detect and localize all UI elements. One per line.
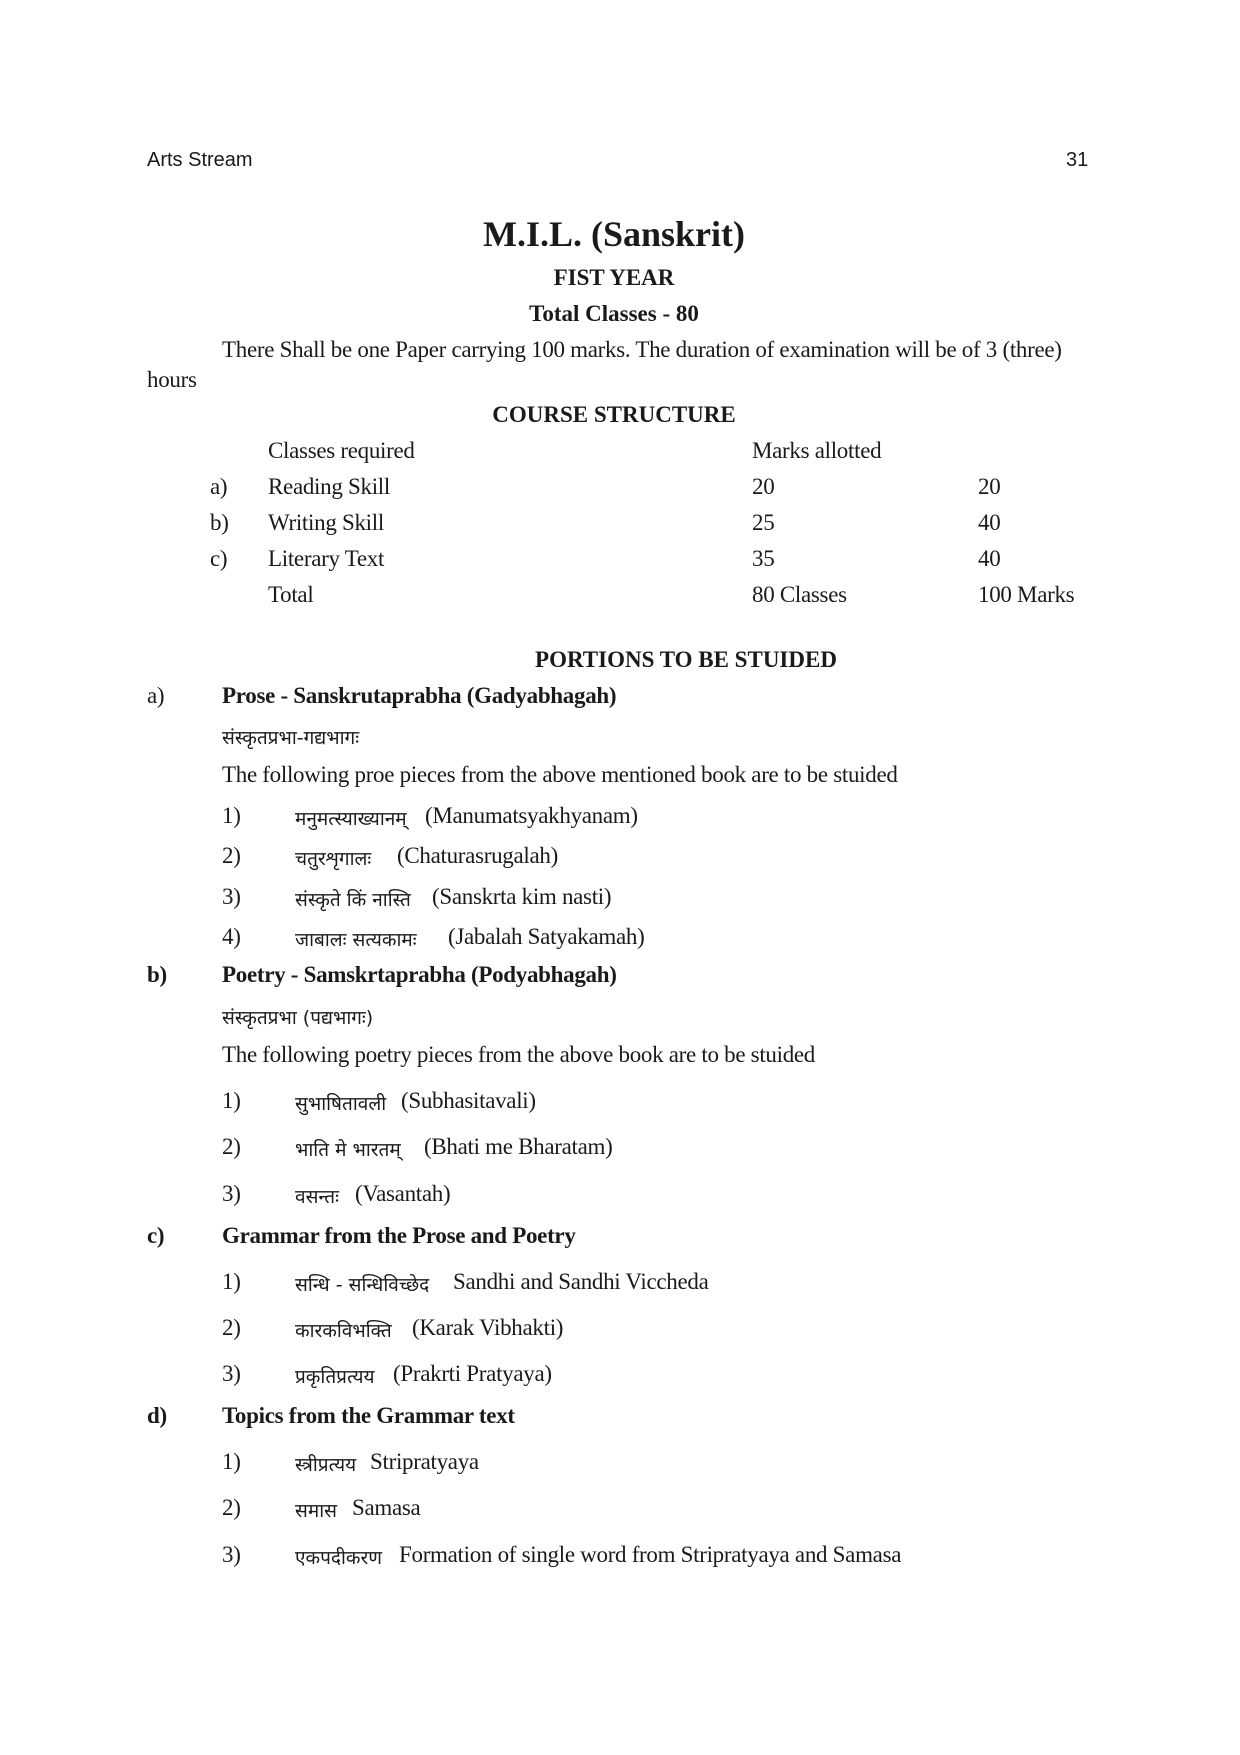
year-heading: FIST YEAR xyxy=(553,265,675,290)
item-text: (Subhasitavali) xyxy=(401,1088,536,1113)
section-desc: The following poetry pieces from the above book are to be stuided xyxy=(222,1042,816,1067)
item-number: 1) xyxy=(222,803,241,828)
row-label: b) xyxy=(210,510,229,535)
item-number: 3) xyxy=(222,1181,241,1206)
item-text: Formation of single word from Stripratyaya and Samasa xyxy=(399,1542,902,1567)
row-item: Literary Text xyxy=(268,546,385,571)
section-title: Topics from the Grammar text xyxy=(222,1403,515,1428)
item-text: Stripratyaya xyxy=(370,1449,479,1474)
item-number: 2) xyxy=(222,1315,241,1340)
section-label: c) xyxy=(147,1223,165,1248)
col-header-classes: Classes required xyxy=(268,438,415,463)
portions-heading: PORTIONS TO BE STUIDED xyxy=(535,647,837,672)
item-sanskrit: वसन्तः xyxy=(295,1186,339,1208)
row-marks: 100 Marks xyxy=(978,582,1075,607)
item-text: (Jabalah Satyakamah) xyxy=(448,924,645,949)
intro-line-1: There Shall be one Paper carrying 100 marks. The duration of examination will be of 3 (three) xyxy=(222,337,1062,362)
item-text: (Karak Vibhakti) xyxy=(412,1315,564,1340)
item-number: 2) xyxy=(222,1134,241,1159)
item-sanskrit: जाबालः सत्यकामः xyxy=(295,929,417,951)
item-sanskrit: भाति मे भारतम् xyxy=(295,1139,401,1161)
course-structure-heading: COURSE STRUCTURE xyxy=(492,402,736,427)
row-item: Total xyxy=(268,582,314,607)
item-sanskrit: सन्धि - सन्धिविच्छेद xyxy=(295,1274,430,1296)
section-label: b) xyxy=(147,962,167,987)
row-marks: 40 xyxy=(978,546,1001,571)
item-sanskrit: सुभाषितावली xyxy=(295,1093,387,1115)
row-marks: 20 xyxy=(978,474,1001,499)
row-item: Writing Skill xyxy=(268,510,384,535)
item-sanskrit: समास xyxy=(295,1500,337,1522)
row-label: c) xyxy=(210,546,228,571)
row-label: a) xyxy=(210,474,228,499)
item-sanskrit: एकपदीकरण xyxy=(295,1547,383,1569)
item-number: 3) xyxy=(222,884,241,909)
item-number: 1) xyxy=(222,1449,241,1474)
item-number: 2) xyxy=(222,1495,241,1520)
section-label: d) xyxy=(147,1403,167,1428)
item-number: 1) xyxy=(222,1269,241,1294)
row-classes: 80 Classes xyxy=(752,582,847,607)
item-sanskrit: संस्कृते किं नास्ति xyxy=(295,889,411,911)
row-classes: 20 xyxy=(752,474,775,499)
intro-line-2: hours xyxy=(147,367,197,392)
item-text: (Bhati me Bharatam) xyxy=(424,1134,613,1159)
section-title: Grammar from the Prose and Poetry xyxy=(222,1223,576,1248)
running-header: Arts Stream xyxy=(147,149,253,171)
item-sanskrit: चतुरशृगालः xyxy=(295,848,372,870)
row-marks: 40 xyxy=(978,510,1001,535)
total-classes: Total Classes - 80 xyxy=(529,301,699,326)
row-classes: 25 xyxy=(752,510,775,535)
item-number: 3) xyxy=(222,1361,241,1386)
section-label: a) xyxy=(147,683,165,708)
section-title: Prose - Sanskrutaprabha (Gadyabhagah) xyxy=(222,683,617,708)
item-text: (Prakrti Pratyaya) xyxy=(393,1361,552,1386)
page-number: 31 xyxy=(1066,149,1089,171)
item-text: (Vasantah) xyxy=(355,1181,451,1206)
item-number: 3) xyxy=(222,1542,241,1567)
section-sanskrit: संस्कृतप्रभा (पद्यभागः) xyxy=(222,1007,374,1029)
item-sanskrit: मनुमत्स्याख्यानम् xyxy=(295,808,407,830)
item-text: (Manumatsyakhyanam) xyxy=(425,803,638,828)
item-sanskrit: प्रकृतिप्रत्यय xyxy=(295,1366,375,1388)
section-sanskrit: संस्कृतप्रभा-गद्यभागः xyxy=(222,727,360,749)
item-number: 1) xyxy=(222,1088,241,1113)
item-text: (Sanskrta kim nasti) xyxy=(432,884,612,909)
section-title: Poetry - Samskrtaprabha (Podyabhagah) xyxy=(222,962,617,987)
item-sanskrit: स्त्रीप्रत्यय xyxy=(295,1454,357,1476)
item-text: Sandhi and Sandhi Viccheda xyxy=(453,1269,709,1294)
item-sanskrit: कारकविभक्ति xyxy=(295,1320,392,1342)
page-title: M.I.L. (Sanskrit) xyxy=(482,214,746,254)
item-number: 4) xyxy=(222,924,241,949)
item-number: 2) xyxy=(222,843,241,868)
row-classes: 35 xyxy=(752,546,775,571)
item-text: Samasa xyxy=(352,1495,421,1520)
section-desc: The following proe pieces from the above mentioned book are to be stuided xyxy=(222,762,898,787)
row-item: Reading Skill xyxy=(268,474,390,499)
col-header-marks: Marks allotted xyxy=(752,438,882,463)
item-text: (Chaturasrugalah) xyxy=(397,843,558,868)
